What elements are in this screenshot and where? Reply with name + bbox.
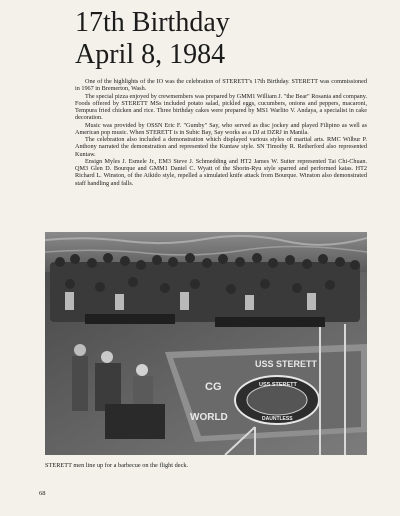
article-paragraph: One of the highlights of the IO was the celebration of STERETT's 17th Birthday. STERETT was commissioned in 1967 in Bremerton, Wash. [75, 78, 367, 93]
article-paragraph: The special pizza enjoyed by crewmembers was prepared by GMM1 William J. "the Bear" Rosania and company. Foods offered by STERETT MSs included potato salad, pickled eggs, cucumbers, onions and peppers, macaroni, Tempura fried chicken and rice. Three birthday cakes were prepared by MS1 Warlito V. Andaya, a specialist in cake decoration. [75, 92, 367, 122]
ship-emblem-icon [235, 376, 319, 424]
article-paragraph: Ensign Myles J. Esmele Jr., EM3 Steve J. Schmedding and HT2 James W. Suiter represented Tai Chi-Chuan. QM3 Glen D. Bourque and GMM1 Daniel C. Wyatt of the Shorin-Ryu style sparred and performed katas. HT2 Richard L. Winston, of the Aikido style, repelled a simulated knife attack from Bourque. Winston also demonstrated staff handling and falls. [75, 157, 367, 187]
page-number: 68 [39, 490, 46, 497]
article-paragraph: Music was provided by OSSN Eric F. "Gumby" Say, who served as disc jockey and played Filipino as well as American pop music. When STERETT is in Subic Bay, Say works as a DJ at DZRJ in Manila. [75, 121, 367, 136]
deck-text-hull-code: CG [205, 381, 222, 393]
page-title-line-1: 17th Birthday [75, 7, 230, 38]
emblem-motto: DAUNTLESS [262, 416, 293, 422]
deck-text-world: WORLD [190, 412, 228, 423]
photo-caption: STERETT men line up for a barbecue on the flight deck. [45, 462, 189, 469]
deck-text-ship-name: USS STERETT [255, 359, 318, 369]
emblem-text: USS STERETT [259, 382, 297, 388]
flight-deck-photo [45, 232, 367, 455]
article-body [75, 78, 367, 187]
page-title-line-2: April 8, 1984 [75, 39, 226, 70]
article-paragraph: The celebration also included a demonstration which displayed various styles of martial arts. RMC Wilbur P. Anthony narrated the demonstration and represented the Kuntaw style. SN Timothy R. Retherford also represented Kuntaw. [75, 136, 367, 158]
